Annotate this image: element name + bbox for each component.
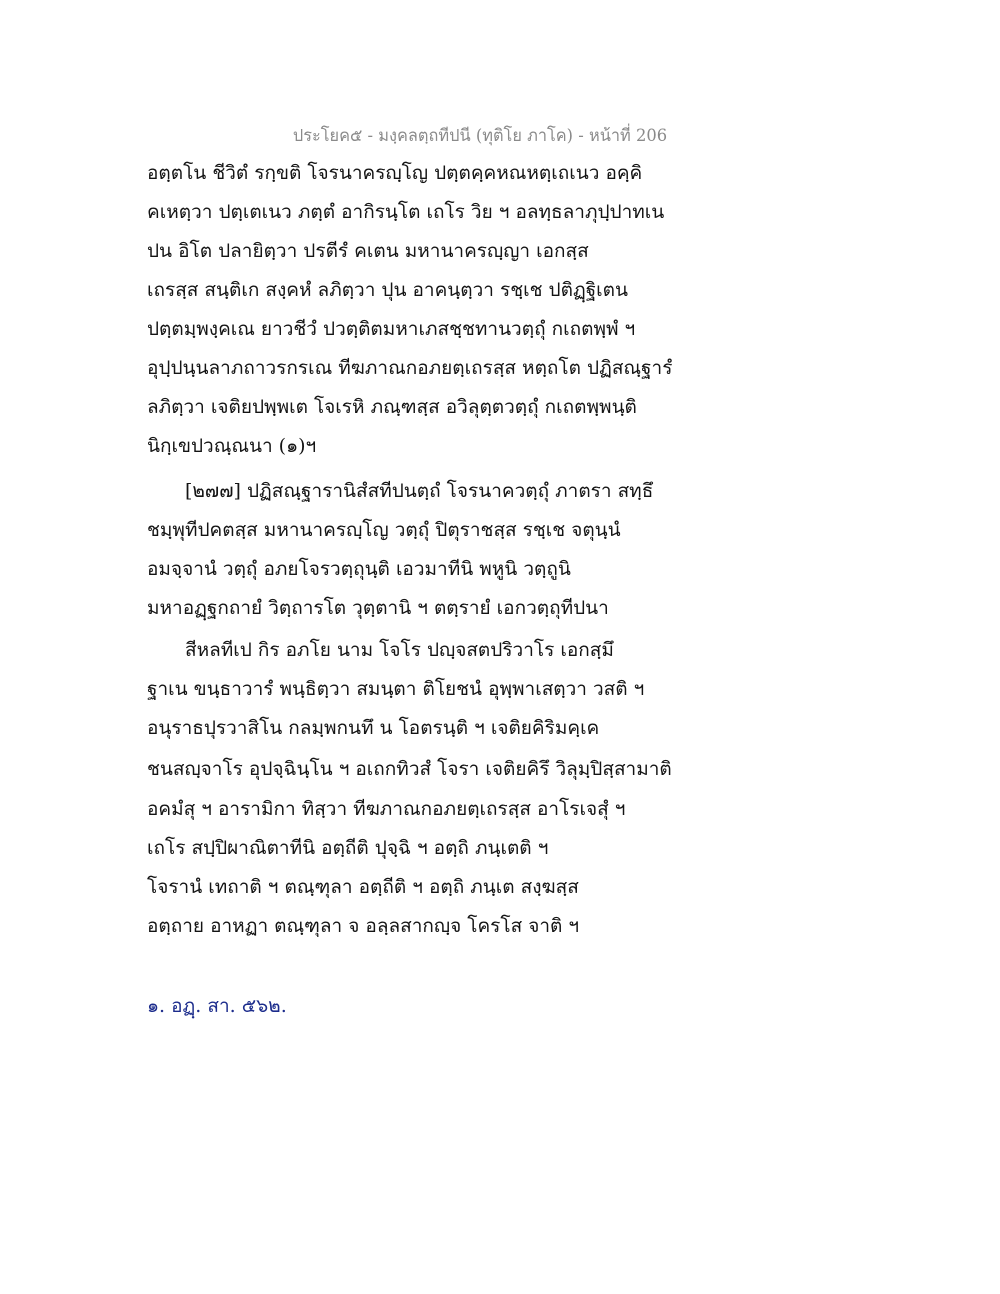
running-header: ประโยค๕ - มงฺคลตฺถทีปนี (ทุติโย ภาโค) - หน้าที่ 206 bbox=[292, 126, 668, 146]
text-line: อตฺตโน ชีวิตํ รกฺขติ โจรนาครญฺโญ ปตฺตคฺคหณหตฺเถเนว อคฺคิ bbox=[147, 162, 643, 184]
text-line: ปน อิโต ปลายิตฺวา ปรตีรํ คเตน มหานาครญฺญา เอกสฺส bbox=[147, 240, 589, 262]
paragraph-first-line: สีหลทีเป กิร อภโย นาม โจโร ปญฺจสตปริวาโร เอกสฺมึ bbox=[185, 639, 614, 661]
text-line: อนุราธปุรวาสิโน กลมฺพกนทึ น โอตรนฺติ ฯ เจติยคิริมคฺเค bbox=[147, 717, 600, 739]
text-line: อมจฺจานํ วตฺถุํ อภยโจรวตฺถุนฺติ เอวมาทีนิ พหูนิ วตฺถูนิ bbox=[147, 558, 571, 580]
footnote: ๑. อฏฺ. สา. ๕๖๒. bbox=[147, 995, 287, 1017]
text-line: อคมํสุ ฯ อารามิกา ทิสฺวา ทีฆภาณกอภยตฺเถรสฺส อาโรเจสุํ ฯ bbox=[147, 798, 626, 820]
text-line: ลภิตฺวา เจติยปพฺพเต โจเรหิ ภณฺฑสฺส อวิลุตฺตวตฺถุํ กเถตพฺพนฺติ bbox=[147, 396, 637, 418]
text-line: อตฺถาย อาหฏา ตณฺฑุลา จ อลฺลสากญฺจ โครโส จาติ ฯ bbox=[147, 915, 580, 937]
text-line: ปตฺตมฺพงฺคเณ ยาวชีวํ ปวตฺติตมหาเภสชฺชทานวตฺถุํ กเถตพฺพํ ฯ bbox=[147, 318, 636, 340]
paragraph-first-line: [๒๗๗] ปฏิสณฺฐารานิสํสทีปนตฺถํ โจรนาควตฺถุํ ภาตรา สทฺธึ bbox=[185, 480, 654, 502]
text-line: มหาอฏฺฐกถายํ วิตฺถารโต วุตฺตานิ ฯ ตตฺรายํ เอกวตฺถุทีปนา bbox=[147, 597, 609, 619]
text-line: เถโร สปฺปิผาณิตาทีนิ อตฺถีติ ปุจฺฉิ ฯ อตฺถิ ภนฺเตติ ฯ bbox=[147, 837, 549, 859]
text-line: เถรสฺส สนฺติเก สงฺคหํ ลภิตฺวา ปุน อาคนฺตฺวา รชฺเช ปติฏฺฐิเตน bbox=[147, 279, 629, 301]
text-line: นิกฺเขปวณฺณนา (๑)ฯ bbox=[147, 435, 317, 457]
text-line: อุปฺปนฺนลาภถาวรกรเณ ทีฆภาณกอภยตฺเถรสฺส หตฺถโต ปฏิสณฺฐารํ bbox=[147, 357, 673, 379]
text-line: คเหตฺวา ปตฺเตเนว ภตฺตํ อากิรนฺโต เถโร วิย ฯ อลทฺธลาภุปฺปาทเน bbox=[147, 201, 665, 223]
text-line: โจรานํ เทถาติ ฯ ตณฺฑุลา อตฺถีติ ฯ อตฺถิ ภนฺเต สงฺฆสฺส bbox=[147, 876, 579, 898]
text-line: ชนสญฺจาโร อุปจฺฉินฺโน ฯ อเถกทิวสํ โจรา เจติยคิรึ วิลุมฺปิสฺสามาติ bbox=[147, 758, 672, 780]
text-line: ฐาเน ขนฺธาวารํ พนฺธิตฺวา สมนฺตา ติโยชนํ อุพฺพาเสตฺวา วสติ ฯ bbox=[147, 678, 645, 700]
text-line: ชมฺพุทีปคตสฺส มหานาครญฺโญ วตฺถุํ ปิตุราชสฺส รชฺเช จตุนฺนํ bbox=[147, 519, 621, 541]
